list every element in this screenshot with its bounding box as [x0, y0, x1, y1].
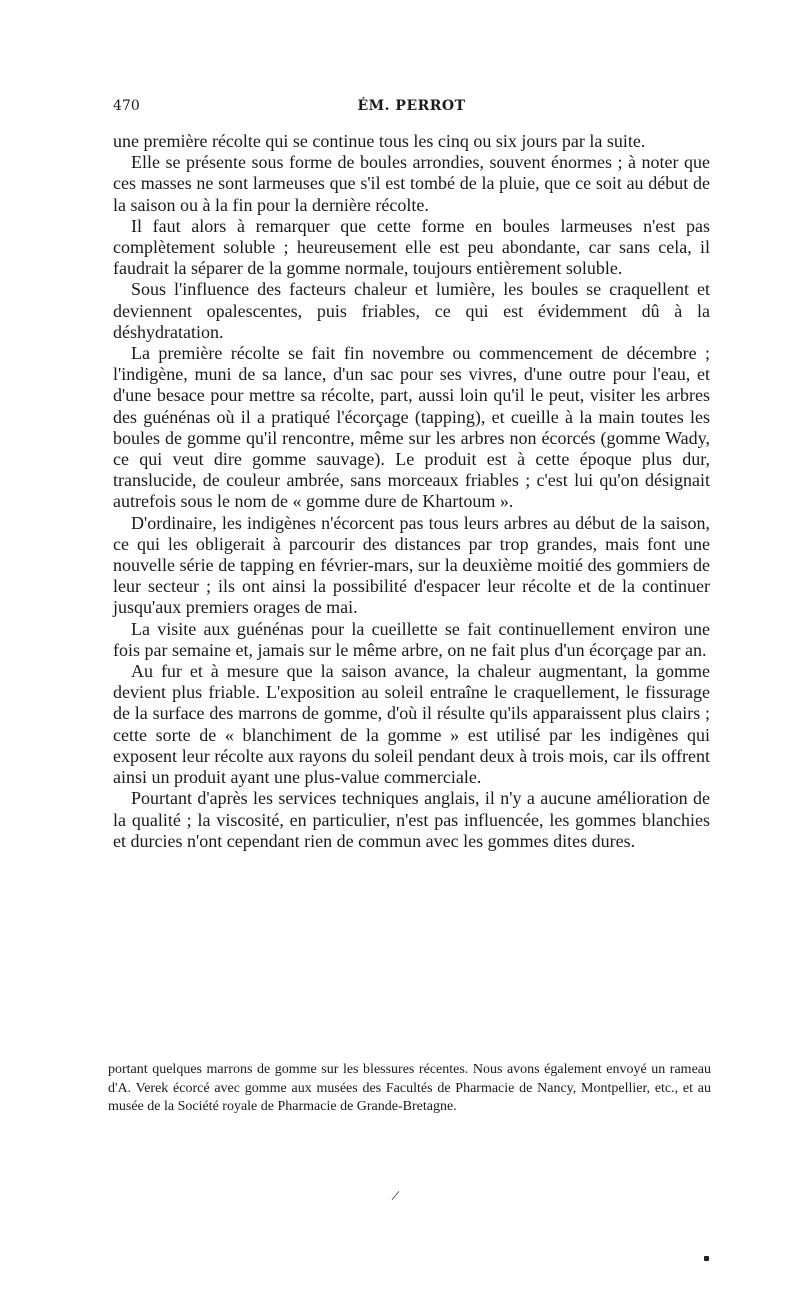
scan-dot: [704, 1256, 709, 1261]
paragraph-8: Au fur et à mesure que la saison avance, la chaleur augmentant, la gomme devient plus friable. L'exposition au soleil entraîne le craquellement, le fissurage de la surface des marrons de gomme, d'où il résulte qu'ils apparaissent plus clairs ; cette sorte de « blanchiment de la gomme » est utilisé par les indigènes qui exposent leur récolte aux rayons du soleil pendant deux à trois mois, car ils offrent ainsi un produit ayant une plus-value commerciale.: [113, 661, 710, 788]
paragraph-7: La visite aux guénénas pour la cueillette se fait continuellement environ une fois par semaine et, jamais sur le même arbre, on ne fait plus d'un écorçage par an.: [113, 618, 710, 660]
paragraph-9: Pourtant d'après les services techniques anglais, il n'y a aucune amélioration de la qualité ; la viscosité, en particulier, n'est pas influencée, les gommes blanchies et durcies n'ont cependant rien de commun avec les gommes dites dures.: [113, 788, 710, 851]
paragraph-2: Elle se présente sous forme de boules arrondies, souvent énormes ; à noter que ces masses ne sont larmeuses que s'il est tombé de la pluie, que ce soit au début de la saison ou à la fin pour la dernière récolte.: [113, 152, 710, 215]
page-header: [113, 98, 710, 120]
running-head: ÉM. PERROT: [357, 98, 466, 114]
footnote: [108, 1061, 711, 1117]
paragraph-4: Sous l'influence des facteurs chaleur et lumière, les boules se craquellent et deviennent opalescentes, puis friables, ce qui est évidemment dû à la déshydratation.: [113, 279, 710, 342]
paragraph-3: Il faut alors à remarquer que cette forme en boules larmeuses n'est pas complètement soluble ; heureusement elle est peu abondante, car sans cela, il faudrait la séparer de la gomme normale, toujours entièrement soluble.: [113, 215, 710, 279]
footnote-text: portant quelques marrons de gomme sur les blessures récentes. Nous avons également envoyé un rameau d'A. Verek écorcé avec gomme aux musées des Facultés de Pharmacie de Nancy, Montpellier, etc., et au musée de la Société royale de Pharmacie de Grande-Bretagne.: [108, 1062, 711, 1115]
main-text: [113, 131, 710, 852]
paragraph-1: une première récolte qui se continue tous les cinq ou six jours par la suite.: [113, 131, 646, 151]
scan-mark: [392, 1191, 400, 1200]
paragraph-5: La première récolte se fait fin novembre ou commencement de décembre ; l'indigène, muni de sa lance, d'un sac pour ses vivres, d'une outre pour l'eau, et d'une besace pour mettre sa récolte, part, aussi loin qu'il le peut, visiter les arbres des guénénas où il a pratiqué l'écorçage (tapping), et cueille à la main toutes les boules de gomme qu'il rencontre, même sur les arbres non écorcés (gomme Wady, ce qui veut dire gomme sauvage). Le produit est à cette époque plus dur, translucide, de couleur ambrée, sans morceaux friables ; c'est lui qu'on désignait autrefois sous le nom de « gomme dure de Khartoum ».: [113, 343, 710, 512]
paragraph-6: D'ordinaire, les indigènes n'écorcent pas tous leurs arbres au début de la saison, ce qui les obligerait à parcourir des distances par trop grandes, mais font une nouvelle série de tapping en février-mars, sur la deuxième moitié des gommiers de leur secteur ; ils ont ainsi la possibilité d'espacer leur récolte et de la continuer jusqu'aux premiers orages de mai.: [113, 512, 710, 618]
page-number: 470: [113, 98, 140, 114]
